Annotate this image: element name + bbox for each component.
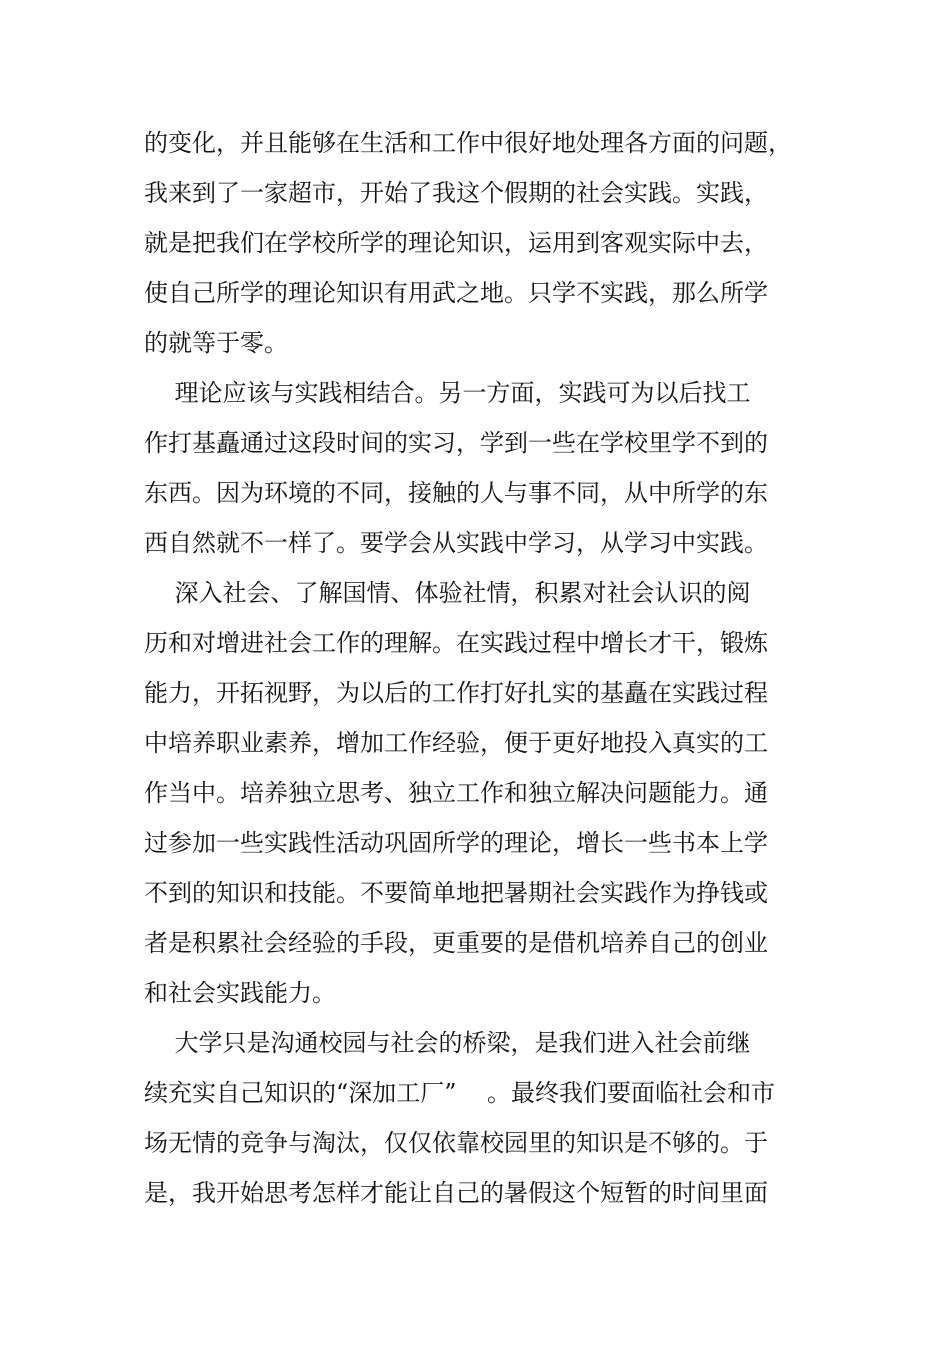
text-line: 续充实自己知识的“深加工厂” 。最终我们要面临社会和市 bbox=[144, 1079, 776, 1107]
text-line: 就是把我们在学校所学的理论知识，运用到客观实际中去， bbox=[144, 229, 768, 257]
text-line: 理论应该与实践相结合。另一方面，实践可为以后找工 bbox=[144, 379, 751, 407]
text-line: 西自然就不一样了。要学会从实践中学习，从学习中实践。 bbox=[144, 529, 768, 557]
text-line: 和社会实践能力。 bbox=[144, 979, 336, 1007]
text-line: 能力，开拓视野，为以后的工作打好扎实的基矗在实践过程 bbox=[144, 679, 768, 707]
text-line: 不到的知识和技能。不要简单地把暑期社会实践作为挣钱或 bbox=[144, 879, 768, 907]
text-line: 过参加一些实践性活动巩固所学的理论，增长一些书本上学 bbox=[144, 829, 768, 857]
document-body bbox=[144, 118, 824, 1218]
text-line: 是，我开始思考怎样才能让自己的暑假这个短暂的时间里面 bbox=[144, 1179, 768, 1207]
text-line: 我来到了一家超市，开始了我这个假期的社会实践。实践， bbox=[144, 179, 768, 207]
text-line: 场无情的竞争与淘汰，仅仅依靠校园里的知识是不够的。于 bbox=[144, 1129, 768, 1157]
text-line: 深入社会、了解国情、体验社情，积累对社会认识的阅 bbox=[144, 579, 751, 607]
text-line: 作当中。培养独立思考、独立工作和独立解决问题能力。通 bbox=[144, 779, 768, 807]
text-line: 历和对增进社会工作的理解。在实践过程中增长才干，锻炼 bbox=[144, 629, 768, 657]
text-line: 大学只是沟通校园与社会的桥梁，是我们进入社会前继 bbox=[144, 1029, 751, 1057]
text-line: 的就等于零。 bbox=[144, 329, 288, 357]
text-line: 中培养职业素养，增加工作经验，便于更好地投入真实的工 bbox=[144, 729, 768, 757]
text-line: 使自己所学的理论知识有用武之地。只学不实践，那么所学 bbox=[144, 279, 768, 307]
text-line: 者是积累社会经验的手段，更重要的是借机培养自己的创业 bbox=[144, 929, 768, 957]
text-line: 作打基矗通过这段时间的实习，学到一些在学校里学不到的 bbox=[144, 429, 768, 457]
text-line: 的变化，并且能够在生活和工作中很好地处理各方面的问题， bbox=[144, 129, 792, 157]
text-line: 东西。因为环境的不同，接触的人与事不同，从中所学的东 bbox=[144, 479, 768, 507]
